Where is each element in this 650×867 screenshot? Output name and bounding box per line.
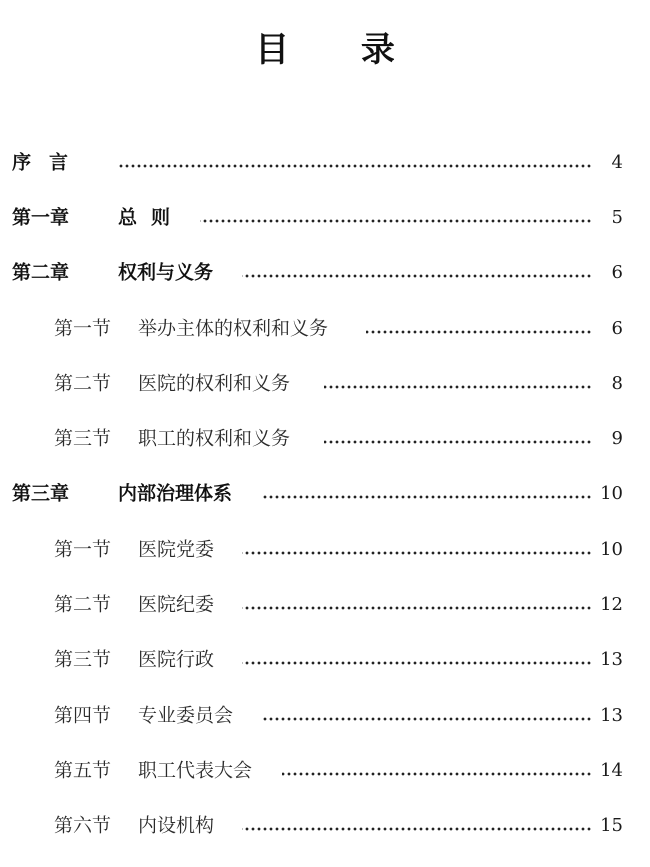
- toc-leader-dots: [324, 437, 592, 447]
- toc-leader-dots: [262, 714, 592, 724]
- toc-entry-chapter-3[interactable]: [0, 467, 650, 522]
- toc-entry-title: 内部治理体系: [118, 482, 233, 505]
- toc-entry-section-3-6[interactable]: [0, 799, 650, 854]
- toc-page-number: 14: [600, 759, 623, 781]
- toc-entry-section-3-5[interactable]: [0, 743, 650, 798]
- toc-entry-number: 第六节: [54, 814, 112, 837]
- toc-page-number: 13: [600, 649, 623, 671]
- toc-leader-dots: [200, 216, 592, 226]
- toc-page-number: 13: [600, 704, 623, 726]
- toc-entry-section-2-1[interactable]: [0, 301, 650, 356]
- toc-entry-section-3-4[interactable]: [0, 688, 650, 743]
- toc-leader-dots: [366, 327, 592, 337]
- toc-leader-dots: [242, 271, 592, 281]
- toc-leader-dots: [118, 161, 592, 171]
- toc-leader-dots: [324, 382, 592, 392]
- toc-page-number: 10: [600, 538, 623, 560]
- toc-leader-dots: [242, 824, 592, 834]
- toc-entry-chapter-1[interactable]: [0, 190, 650, 245]
- toc-entry-chapter-2[interactable]: [0, 246, 650, 301]
- table-of-contents: [0, 135, 650, 854]
- toc-entry-title: 权利与义务: [118, 261, 214, 284]
- toc-entry-number: 第三节: [54, 427, 112, 450]
- toc-leader-dots: [242, 658, 592, 668]
- toc-entry-title: 医院的权利和义务: [138, 372, 291, 395]
- toc-entry-number: 第二章: [12, 261, 70, 284]
- toc-entry-section-2-3[interactable]: [0, 411, 650, 466]
- toc-entry-number: 第三节: [54, 648, 112, 671]
- toc-entry-title: 举办主体的权利和义务: [138, 317, 329, 340]
- toc-entry-number: 第一章: [12, 206, 70, 229]
- toc-page-number: 6: [611, 262, 623, 284]
- toc-entry-number: 第二节: [54, 593, 112, 616]
- toc-page-number: 12: [600, 594, 623, 616]
- toc-entry-title: 医院党委: [138, 538, 215, 561]
- toc-leader-dots: [262, 492, 592, 502]
- toc-entry-label: 序言: [12, 151, 87, 174]
- toc-page-number: 9: [611, 428, 623, 450]
- toc-entry-number: 第一节: [54, 538, 112, 561]
- toc-page-number: 6: [611, 317, 623, 339]
- toc-page-number: 10: [600, 483, 623, 505]
- toc-page-number: 5: [611, 206, 623, 228]
- toc-entry-section-3-2[interactable]: [0, 577, 650, 632]
- toc-entry-number: 第二节: [54, 372, 112, 395]
- toc-entry-section-3-1[interactable]: [0, 522, 650, 577]
- toc-entry-number: 第四节: [54, 704, 112, 727]
- toc-entry-title: 职工代表大会: [138, 759, 253, 782]
- toc-entry-section-2-2[interactable]: [0, 356, 650, 411]
- toc-entry-title: 职工的权利和义务: [138, 427, 291, 450]
- toc-page-number: 4: [611, 151, 623, 173]
- toc-entry-title: 专业委员会: [138, 704, 234, 727]
- toc-entry-title: 医院纪委: [138, 593, 215, 616]
- toc-leader-dots: [242, 603, 592, 613]
- toc-entry-preface[interactable]: [0, 135, 650, 190]
- toc-page-number: 15: [600, 815, 623, 837]
- toc-entry-number: 第一节: [54, 317, 112, 340]
- toc-page-number: 8: [611, 372, 623, 394]
- toc-entry-title: 内设机构: [138, 814, 215, 837]
- toc-entry-number: 第五节: [54, 759, 112, 782]
- toc-entry-section-3-3[interactable]: [0, 633, 650, 688]
- toc-entry-title: 医院行政: [138, 648, 215, 671]
- toc-leader-dots: [242, 548, 592, 558]
- toc-leader-dots: [282, 769, 592, 779]
- page-title: 目 录: [255, 30, 425, 70]
- toc-entry-title: 总则: [118, 206, 185, 229]
- toc-entry-number: 第三章: [12, 482, 70, 505]
